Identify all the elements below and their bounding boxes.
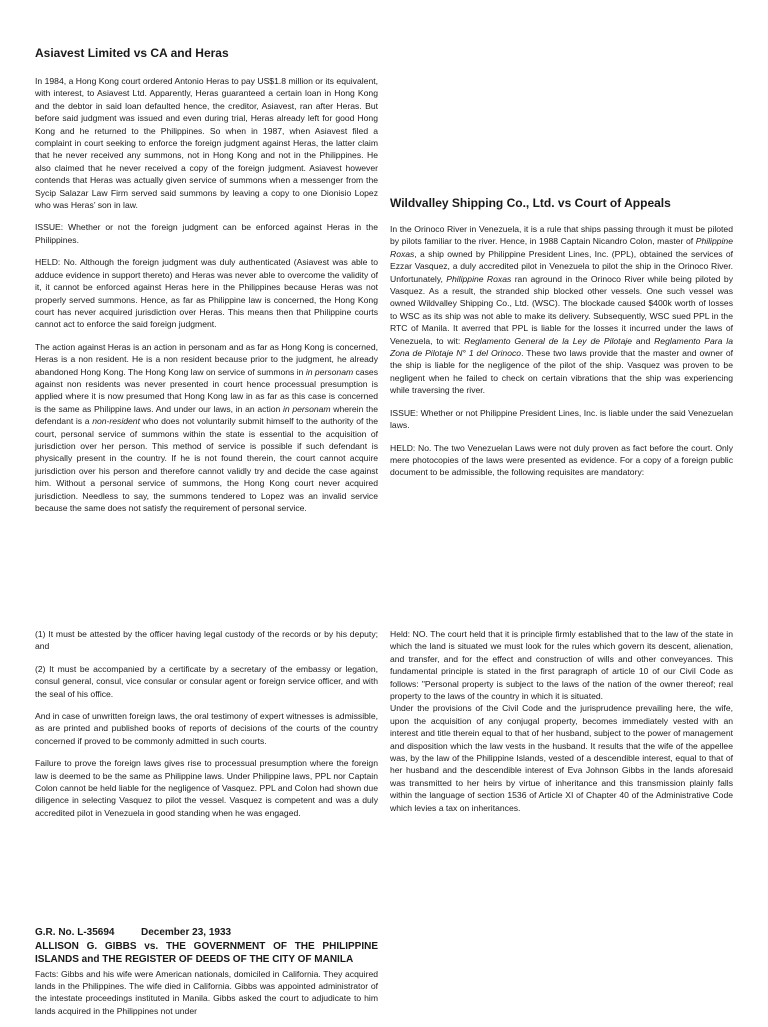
venezuelan-law-2: Reglamento Para la Zona de Pilotaje N° 1 del Orinoco <box>390 335 733 359</box>
requisite-2: (2) It must be accompanied by a certificate by a secretary of the embassy or legation, consul general, consul, vice consular or consular agent or foreign service officer, and with the seal of his office. <box>35 663 378 699</box>
wildvalley-facts-text-2: , a ship owned by Philippine President Lines, Inc. (PPL), obtained the services of Ezzar Vasquez, a duly accredited pilot in Venezuela to pilot the ship in the Orinoco River. Unfortunately, <box>390 248 733 284</box>
gibbs-held-column <box>390 628 733 824</box>
wildvalley-facts <box>390 223 733 397</box>
asiavest-action <box>35 341 378 515</box>
asiavest-action-text-1: The action against Heras is an action in personam and as far as Hong Kong is concerned, Heras is a non resident. He is a non resident because prior to the judgment, he already abandoned Hong Kong. The Hong Kong law on service of summons in <box>35 341 378 377</box>
requisite-1: (1) It must be attested by the officer having legal custody of the records or by his deputy; and <box>35 629 378 652</box>
asiavest-facts: In 1984, a Hong Kong court ordered Antonio Heras to pay US$1.8 million or its equivalent, with interest, to Asiavest Ltd. Apparently, Heras guaranteed a certain loan in Hong Kong and the debtor in said loan defaulted hence, the creditor, Asiavest, ran after Heras. But before said judgment was issued and even during trial, Heras already left for good Hong Kong and he returned to the Philippines. So when in 1987, when Asiavest filed a complaint in court seeking to enforce the foreign judgment against Heras, the latter claim that he never received any summons, not in Hong Kong and not in the Philippines. He also claimed that he never received a copy of the foreign judgment. Asiavest however contends that Heras was actually given service of summons when a messenger from the Sycip Salazar Law Firm served said summons by leaving a copy to one Dionisio Lopez who was Heras’ son in law. <box>35 76 378 211</box>
unwritten-laws: And in case of unwritten foreign laws, the oral testimony of expert witnesses is admissible, as are printed and published books of reports of decisions of the courts of the country concerned if proved to be commonly admitted in such courts. <box>35 711 378 746</box>
gibbs-case-number <box>35 926 378 940</box>
asiavest-action-text-3: wherein the defendant is a <box>35 403 378 427</box>
asiavest-action-text-2: cases against non residents was never presented in court hence processual presumption is applied where it is now presumed that Hong Kong law in as far as this case is concerned is the same as Philippine laws. And under our laws, in an action <box>35 366 379 414</box>
gibbs-facts: Facts: Gibbs and his wife were American nationals, domiciled in California. They acquired lands in the Philippines. The wife died in California. Gibbs was appointed administrator of the intestate proceedings instituted in Manila. Gibbs asked the court to adjudicate to him lands acquired in the Philippines not under <box>35 968 378 1016</box>
venezuelan-law-1: Reglamento General de la Ley de Pilotaje <box>464 335 633 346</box>
ship-name-1: Philippine Roxas <box>390 236 733 259</box>
gr-number: G.R. No. L-35694 <box>35 927 115 938</box>
asiavest-action-em-2: in personam <box>282 403 331 414</box>
asiavest-action-em-3: non-resident <box>92 416 140 427</box>
wildvalley-column <box>390 196 733 489</box>
asiavest-title: Asiavest Limited vs CA and Heras <box>35 46 229 60</box>
wildvalley-facts-text-5: . These two laws provide that the master and owner of the ship is liable for the negligence of the pilot of the ship. Vasquez was proven to be negligent when he failed to check on certain vibrations that the ship was experiencing while traversing the river. <box>390 348 734 396</box>
wildvalley-held: HELD: No. The two Venezuelan Laws were not duly proven as fact before the court. Only mere photocopies of the laws were presented as evidence. For a copy of a foreign public document to be admissible, the following requisites are mandatory: <box>390 442 733 478</box>
processual-presumption: Failure to prove the foreign laws gives rise to processual presumption where the foreign law is deemed to be the same as Philippine laws. Under Philippine laws, PPL nor Captain Colon cannot be held liable for the negligence of Vasquez. PPL and Colon had shown due diligence in selecting Vasquez to pilot the vessel. Vasquez is competent and was a duly accredited pilot in Venezuela in good standing when he was engaged. <box>35 758 378 818</box>
gibbs-title: ALLISON G. GIBBS vs. THE GOVERNMENT OF THE PHILIPPINE ISLANDS and THE REGISTER OF DEEDS OF THE CITY OF MANILA <box>35 940 378 965</box>
asiavest-column <box>35 46 378 524</box>
asiavest-action-em-1: in personam <box>305 366 354 377</box>
asiavest-issue: ISSUE: Whether or not the foreign judgment can be enforced against Heras in the Philippines. <box>35 222 378 245</box>
gibbs-header <box>35 926 378 967</box>
gibbs-held-2: Under the provisions of the Civil Code and the jurisprudence prevailing here, the wife, upon the acquisition of any conjugal property, becomes immediately vested with an interest and title therein equal to that of her husband, subject to the power of management and disposition which the law vests in the husband. It results that the wife of the appellee was, by the law of the Philippine Islands, vested of a descendible interest, equal to that of her husband and the descendible interest of Eva Johnson Gibbs in the lands aforesaid was transmitted to her heirs by virtue of inheritance and this transmission plainly falls within the language of section 1536 of Article XI of Chapter 40 of the Administrative Code which levies a tax on inheritances. <box>390 703 733 813</box>
wildvalley-facts-text-4: and <box>632 335 655 346</box>
asiavest-action-text-4: who does not voluntarily submit himself to the authority of the court, personal service of summons within the state is essential to the acquisition of jurisdiction over her person. This method of service is possible if such defendant is physically present in the country. If he is not found therein, the court cannot acquire jurisdiction over his person and therefore cannot validly try and decide the case against him. Without a personal service of summons, the Hong Kong court never acquired jurisdiction. Needless to say, the summons tendered to Lopez was an invalid service because the same does not satisfy the requirement of personal service. <box>35 416 378 513</box>
decision-date: December 23, 1933 <box>141 927 232 938</box>
wildvalley-facts-text-3: ran aground in the Orinoco River while being piloted by Vasquez. As a result, the stranded ship blocked other vessels. One such vessel was owned Wildvalley Shipping Co., Ltd. (WSC). The blockade caused $400k worth of losses to WSC as its ship was not able to make its delivery. Subsequently, WSC sued PPL in the RTC of Manila. It averred that PPL is liable for the losses it incurred under the laws of Venezuela, to wit: <box>390 273 733 346</box>
gibbs-held-1: Held: NO. The court held that it is principle firmly established that to the law of the state in which the land is situated we must look for the rules which govern its descent, alienation, and transfer, and for the effect and construction of wills and other conveyances. This fundamental principle is stated in the first paragraph of article 10 of our Civil Code as follows: "Personal property is subject to the laws of the nation of the owner thereof; real property to the laws of the country in which it is situated. <box>390 629 733 702</box>
wildvalley-facts-text-1: In the Orinoco River in Venezuela, it is a rule that ships passing through it must be piloted by pilots familiar to the river. Hence, in 1988 Captain Nicandro Colon, master of <box>390 224 733 247</box>
wildvalley-title: Wildvalley Shipping Co., Ltd. vs Court of Appeals <box>390 196 671 210</box>
ship-name-2: Philippine Roxas <box>446 273 512 284</box>
asiavest-held: HELD: No. Although the foreign judgment was duly authenticated (Asiavest was able to adduce evidence in support thereto) and Heras was never able to overcome the validity of it, it cannot be enforced against Heras here in the Philippines because Heras was not properly served summons. Hence, as far as Philippine law is concerned, the Hong Kong court has never acquired jurisdiction over Heras. This means then that Philippine courts cannot act to enforce the said foreign judgment. <box>35 257 378 330</box>
wildvalley-issue: ISSUE: Whether or not Philippine President Lines, Inc. is liable under the said Venezuelan laws. <box>390 407 733 431</box>
wildvalley-continued-column <box>35 628 378 829</box>
gibbs-column <box>35 926 378 1027</box>
